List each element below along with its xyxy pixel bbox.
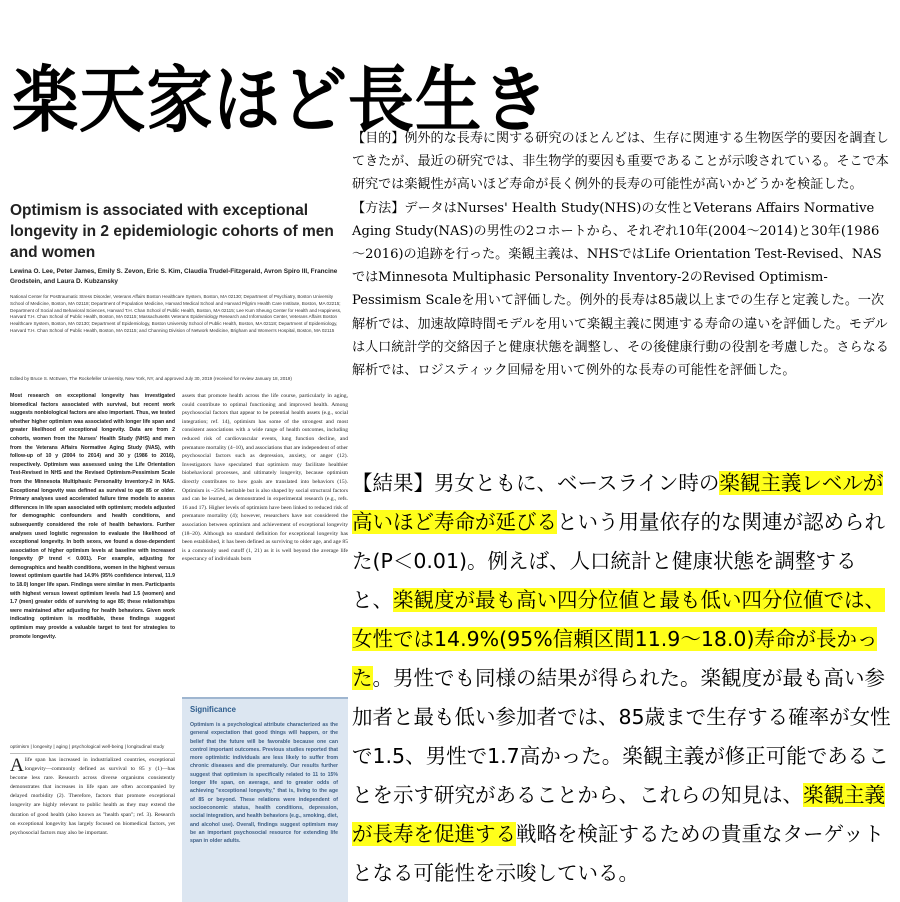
keywords-divider (10, 753, 175, 754)
results-highlight-3: 楽観主義が長寿を促進する (352, 783, 885, 846)
paper-edited-by: Edited by Bruce S. McEwen, The Rockefeller University, New York, NY, and approved July 30, 2019 (received for review January 18, 2019) (10, 376, 292, 381)
paper-abstract: Most research on exceptional longevity has investigated biomedical factors associated with survival, but recent work suggests nonbiological factors are also important. Thus, we tested whether higher optimism was associated with longer life span and greater likelihood of exceptional longevity. Data are from 2 cohorts, women from the Nurses' Health Study (NHS) and men from the Veterans Affairs Normative Aging Study (NAS), with follow-up of 10 y (2004 to 2014) and 30 y (1986 to 2016), respectively. Optimism was assessed using the Life Orientation Test-Revised in NHS and the Revised Optimism-Pessimism Scale from the Minnesota Multiphasic Personality Inventory-2 in NAS. Exceptional longevity was defined as survival to age 85 or older. Primary analyses used accelerated failure time models to assess differences in life span associated with optimism; models adjusted for demographic confounders and health conditions, and subsequently considered the role of health behaviors. Further analyses used logistic regression to evaluate the likelihood of exceptional longevity. In both sexes, we found a dose-dependent association of higher optimism levels at baseline with increased longevity (P trend < 0.001). For example, adjusting for demographics and health conditions, women in the highest versus lowest optimism quartile had 14.9% (95% confidence interval, 11.9 to 18.0) longer life span. Findings were similar in men. Participants with highest versus lowest optimism levels had 1.5 (women) and 1.7 (men) greater odds of surviving to age 85; these relationships were maintained after adjusting for health behaviors. Given work indicating optimism is modifiable, these findings suggest optimism may provide a valuable target to test for strategies to promote longevity. (10, 393, 175, 640)
headline: 楽天家ほど長生き (12, 58, 550, 142)
significance-title: Significance (190, 705, 236, 714)
intro-dropcap: A (10, 755, 24, 776)
japanese-summary (352, 127, 890, 457)
summary-method: 【方法】データはNurses' Health Study(NHS)の女性とVeterans Affairs Normative Aging Study(NAS)の男性の2コホートから、それぞれ10年(2004～2014)と30年(1986～2016)の追跡を行った。楽観主義は、NHSではLife Orientation Test-Revised、NASではMinnesota Multiphasic Personality Inventory-2のRevised Optimism-Pessimism Scaleを用いて評価した。例外的長寿は85歳以上までの生存と定義した。一次解析では、加速故障時間モデルを用いて楽観主義に関連する寿命の違いを評価した。モデルは人口統計学的交絡因子と健康状態を調整し、その後健康行動の役割を考慮した。さらなる解析では、ロジスティック回帰を用いて例外的な長寿の可能性を評価した。 (352, 200, 889, 379)
paper-affiliations: National Center for Posttraumatic Stress Disorder, Veterans Affairs Boston Healthcare System, Boston, MA 02130; Department of Psychiatry, Boston University School of Medicine, Boston, MA 02118; Department of Population Medicine, Harvard Medical School and Harvard Pilgrim Health Care Institute, Boston, MA 02215; Department of Social and Behavioral Sciences, Harvard T.H. Chan School of Public Health, Boston, MA 02115; Lee Kum Sheung Center for Health and Happiness, Harvard T.H. Chan School of Public Health, Boston, MA 02115; Massachusetts Veterans Epidemiology Research and Information Center, Veterans Affairs Boston Healthcare System, Boston, MA 02130; Department of Epidemiology, Boston University School of Public Health, Boston, MA 02118; Department of Epidemiology, Harvard T.H. Chan School of Public Health, Boston, MA 02115; and Channing Division of Network Medicine, Brigham and Women's Hospital, Boston, MA 02115 (10, 294, 342, 333)
paper-title: Optimism is associated with exceptional longevity in 2 epidemiologic cohorts of men and women (10, 202, 334, 261)
results-text-2: という用量依存的な関連が認められた(P＜0.01)。例えば、人口統計と健康状態を調整すると、 (352, 510, 885, 612)
paper-introduction (10, 756, 175, 896)
results-highlight-2: 楽観度が最も高い四分位値と最も低い四分位値では、女性では14.9%(95%信頼区間11.9～18.0)寿命が長かった (352, 588, 885, 690)
paper-body-text: assets that promote health across the life course, particularly in aging, could contribute to optimal functioning and improved health. Among psychosocial factors that appear to be potential health assets (e.g., social integration; ref. 14), optimism has some of the strongest and most consistent associations with a wide range of health outcomes, including reduced risk of cardiovascular events, lung function decline, and premature mortality (4–10), and associations that are independent of other psychosocial factors such as depression, anxiety, or anger (12). Investigators have speculated that optimism may facilitate healthier biobehavioral processes, and ultimately longevity, because optimism directly contributes to how goals are translated into behaviors (15). Optimism is ~25% heritable but is also shaped by social structural factors and can be learned, as demonstrated in experimental research (e.g., refs. 16 and 17). Higher levels of optimism have been linked to reduced risk of premature mortality (4); however, researchers have not considered the association between optimism and achievement of exceptional longevity (18–20). Although no standard definition for exceptional longevity has been established, it has been defined as surviving to older age, and age 85 is a commonly used cutoff (1, 21) as it is well beyond the average life expectancy of individuals born (182, 393, 348, 563)
significance-box (182, 697, 348, 902)
summary-purpose: 【目的】例外的な長寿に関する研究のほとんどは、生存に関連する生物医学的要因を調査してきたが、最近の研究では、非生物学的要因も重要であることが示唆されている。そこで本研究では楽観性が高いほど寿命が長く例外的長寿の可能性が高いかどうかを検証した。 (352, 131, 889, 193)
paper-authors: Lewina O. Lee, Peter James, Emily S. Zevon, Eric S. Kim, Claudia Trudel-Fitzgerald, Avron Spiro III, Francine Grodstein, and Laura D. Kubzansky (10, 268, 338, 285)
intro-text: life span has increased in industrialized countries, exceptional longevity—commonly defined as survival to 85 y (1)—has become less rare. Research across diverse organisms consistently demonstrates that increases in life span are often accompanied by delayed morbidity (2). Therefore, factors that promote exceptional longevity are highly relevant to public health as they may extend the duration of good health (also known as "health span"; ref. 3). Research on exceptional longevity has largely focused on biomedical factors, yet psychosocial factors may also be important. (10, 757, 175, 836)
results-text-1: 【結果】男女ともに、ベースライン時の (352, 471, 720, 495)
paper-keywords: optimism | longevity | aging | psychological well-being | longitudinal study (10, 745, 165, 750)
paper-excerpt (10, 200, 348, 900)
results-summary (352, 464, 892, 885)
results-paragraph (352, 464, 892, 893)
results-text-4: 戦略を検証するための貴重なターゲットとなる可能性を示唆している。 (352, 822, 885, 885)
significance-body: Optimism is a psychological attribute characterized as the general expectation that good things will happen, or the belief that the future will be favorable because one can control important outcomes. Previous studies reported that more optimistic individuals are less likely to suffer from chronic diseases and die prematurely. Our results further suggest that optimism is specifically related to 11 to 15% longer life span, on average, and to greater odds of achieving "exceptional longevity," that is, living to the age of 85 or beyond. These relations were independent of socioeconomic status, health conditions, depression, social integration, and health behaviors (e.g., smoking, diet, and alcohol use). Overall, findings suggest optimism may be an important psychosocial resource for extending life span in older adults. (190, 722, 338, 845)
results-highlight-1: 楽観主義レベルが高いほど寿命が延びる (352, 471, 884, 534)
results-text-3: 。男性でも同様の結果が得られた。楽観度が最も高い参加者と最も低い参加者では、85歳まで生存する確率が女性で1.5、男性で1.7高かった。楽観主義が修正可能であることを示す研究があることから、これらの知見は、 (352, 666, 891, 807)
